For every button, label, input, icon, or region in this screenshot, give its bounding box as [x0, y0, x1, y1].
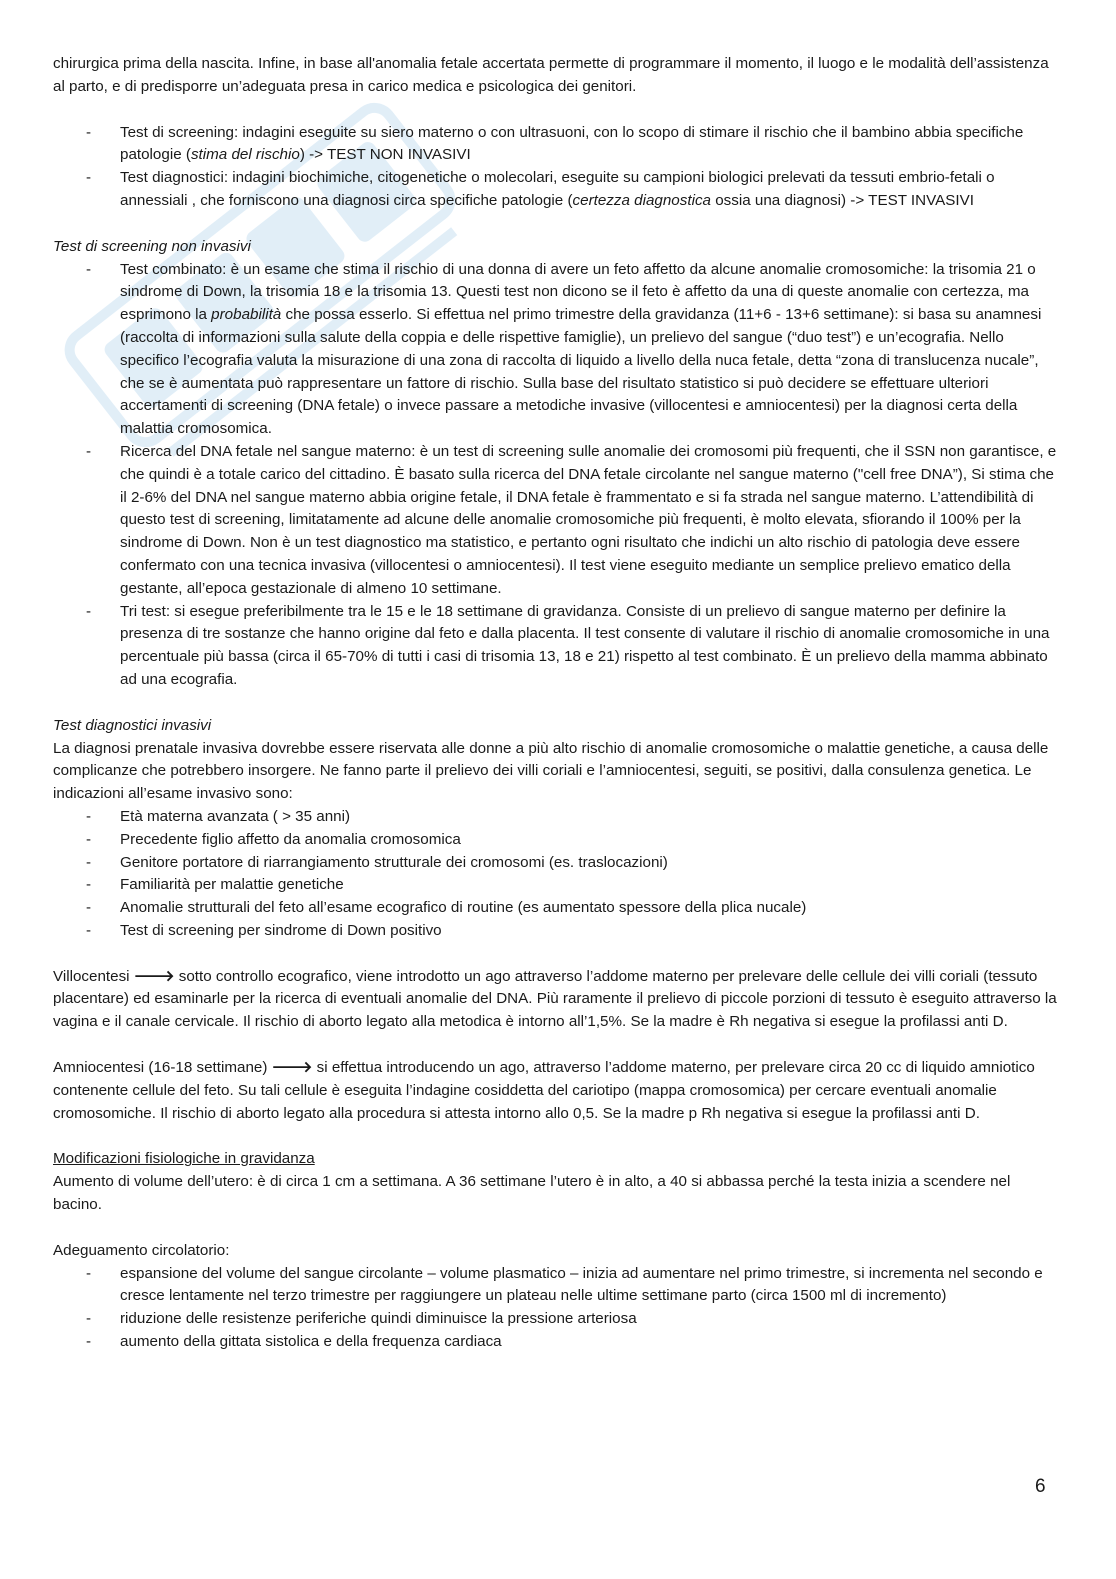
list-item: - riduzione delle resistenze periferiche quindi diminuisce la pressione arteriosa [53, 1308, 1058, 1331]
amniocentesi-label: Amniocentesi (16-18 settimane) [53, 1059, 268, 1077]
list-item: - Test combinato: è un esame che stima il rischio di una donna di avere un feto affetto da alcune anomalie cromosomiche: la trisomia 21 o sindrome di Down, la trisomia 18 e la trisomia 13. Questi test non dicono se il feto è affetto da una di queste anomalie con certezza, ma esprimono la probabilità che possa esserlo. Si effettua nel primo trimestre della gravidanza (11+6 - 13+6 settimane): si basa su anamnesi (raccolta di informazioni sulla salute della coppia e delle rispettive famiglie), un prelievo del sangue (“duo test”) e un’ecografia. Nello specifico l’ecografia valuta la misurazione di una zona di raccolta di liquido a livello della nuca fetale, detta “zona di translucenza nucale”, che se è aumentata può rappresentare un fattore di rischio. Sulla base del risultato statistico si può decidere se effettuare ulteriori accertamenti di screening (DNA fetale) o invece passare a metodiche invasive (villocentesi e amniocentesi) per la diagnosi certa della malattia cromosomica. [53, 259, 1058, 441]
list-item: - Test di screening per sindrome di Down positivo [53, 920, 1058, 943]
page-content [53, 53, 1058, 1354]
physiology-heading: Modificazioni fisiologiche in gravidanza [53, 1150, 315, 1168]
villocentesi-paragraph: Villocentesi 🡒 sotto controllo ecografico, viene introdotto un ago attraverso l’addome materno per prelevare delle cellule dei villi coriali (tessuto placentare) ed esaminarle per la ricerca di eventuali anomalie del DNA. Più raramente il prelievo di piccole porzioni di tessuto è eseguito attraverso la vagina e il canale cervicale. Il rischio di aborto legato alla metodica è intorno all’1,5%. Se la madre è Rh negativa si esegue la profilassi anti D. [53, 967, 1057, 1031]
screening-section-title: Test di screening non invasivi [53, 237, 251, 255]
list-item: - espansione del volume del sangue circolante – volume plasmatico – inizia ad aumentare nel primo trimestre, si incrementa nel secondo e cresce lentamente nel terzo trimestre per raggiungere un plateau nelle ultime settimane parto (circa 1500 ml di incremento) [53, 1263, 1058, 1309]
circulatory-list [53, 1263, 1058, 1354]
page-number: 6 [1035, 1476, 1046, 1497]
amniocentesi-paragraph: Amniocentesi (16-18 settimane) 🡒 si effettua introducendo un ago, attraverso l’addome materno, per prelevare circa 20 cc di liquido amniotico contenente cellule del feto. Su tali cellule è eseguita l’indagine cosiddetta del cariotipo (mappa cromosomica) per cercare eventuali anomalie cromosomiche. Il rischio di aborto legato alla procedura si attesta intorno allo 0,5. Se la madre p Rh negativa si esegue la profilassi anti D. [53, 1059, 1035, 1122]
list-item: - Tri test: si esegue preferibilmente tra le 15 e le 18 settimane di gravidanza. Consiste di un prelievo di sangue materno per definire la presenza di tre sostanze che hanno origine dal feto e dalla placenta. Il test consente di valutare il rischio di anomalie cromosomiche in una percentuale più bassa (circa il 65-70% di tutti i casi di trisomia 13, 18 e 21) rispetto al test combinato. È un prelievo della mamma abbinato ad una ecografia. [53, 601, 1058, 692]
indications-list [53, 806, 1058, 943]
arrow-right-icon: 🡒 [133, 967, 175, 985]
villocentesi-label: Villocentesi [53, 967, 130, 985]
test-types-list [53, 122, 1058, 213]
list-item: - Anomalie strutturali del feto all’esame ecografico di routine (es aumentato spessore della plica nucale) [53, 897, 1058, 920]
invasive-section-title: Test diagnostici invasivi [53, 716, 212, 734]
uterus-paragraph: Aumento di volume dell’utero: è di circa 1 cm a settimana. A 36 settimane l’utero è in alto, a 40 si abbassa perché la testa inizia a scendere nel bacino. [53, 1173, 1011, 1214]
list-item: - Familiarità per malattie genetiche [53, 874, 1058, 897]
list-item: - Test diagnostici: indagini biochimiche, citogenetiche o molecolari, eseguite su campioni biologici prelevati da tessuti embrio-fetali o annessiali , che forniscono una diagnosi circa specifiche patologie (certezza diagnostica ossia una diagnosi) -> TEST INVASIVI [53, 167, 1058, 213]
list-item: - Test di screening: indagini eseguite su siero materno o con ultrasuoni, con lo scopo di stimare il rischio che il bambino abbia specifiche patologie (stima del rischio) -> TEST NON INVASIVI [53, 122, 1058, 168]
screening-tests-list [53, 259, 1058, 692]
list-item: - Età materna avanzata ( > 35 anni) [53, 806, 1058, 829]
circulatory-title: Adeguamento circolatorio: [53, 1241, 230, 1259]
invasive-intro-paragraph: La diagnosi prenatale invasiva dovrebbe essere riservata alle donne a più alto rischio di anomalie cromosomiche o malattie genetiche, a causa delle complicanze che potrebbero insorgere. Ne fanno parte il prelievo dei villi coriali e l’amniocentesi, seguiti, se positivi, dalla consulenza genetica. Le indicazioni all’esame invasivo sono: [53, 739, 1049, 803]
list-item: - aumento della gittata sistolica e della frequenza cardiaca [53, 1331, 1058, 1354]
list-item: - Precedente figlio affetto da anomalia cromosomica [53, 829, 1058, 852]
arrow-right-icon: 🡒 [271, 1059, 313, 1077]
list-item: - Genitore portatore di riarrangiamento strutturale dei cromosomi (es. traslocazioni) [53, 852, 1058, 875]
intro-paragraph: chirurgica prima della nascita. Infine, in base all'anomalia fetale accertata permette di programmare il momento, il luogo e le modalità dell’assistenza al parto, e di predisporre un’adeguata presa in carico medica e psicologica dei genitori. [53, 55, 1049, 95]
list-item: - Ricerca del DNA fetale nel sangue materno: è un test di screening sulle anomalie dei cromosomi più frequenti, che il SSN non garantisce, e che quindi è a totale carico del cittadino. È basato sulla ricerca del DNA fetale circolante nel sangue materno ("cell free DNA”), Si stima che il 2-6% del DNA nel sangue materno abbia origine fetale, il DNA fetale è frammentato e si fa strada nel sangue materno. L’attendibilità di questo test di screening, limitatamente ad alcune delle anomalie cromosomiche più frequenti, è molto elevata, sfiorando il 100% per la sindrome di Down. Non è un test diagnostico ma statistico, e pertanto ogni risultato che indichi un alto rischio di patologia deve essere confermato con una tecnica invasiva (villocentesi o amniocentesi). Il test viene eseguito mediante un semplice prelievo ematico della gestante, all’epoca gestazionale di almeno 10 settimane. [53, 441, 1058, 601]
